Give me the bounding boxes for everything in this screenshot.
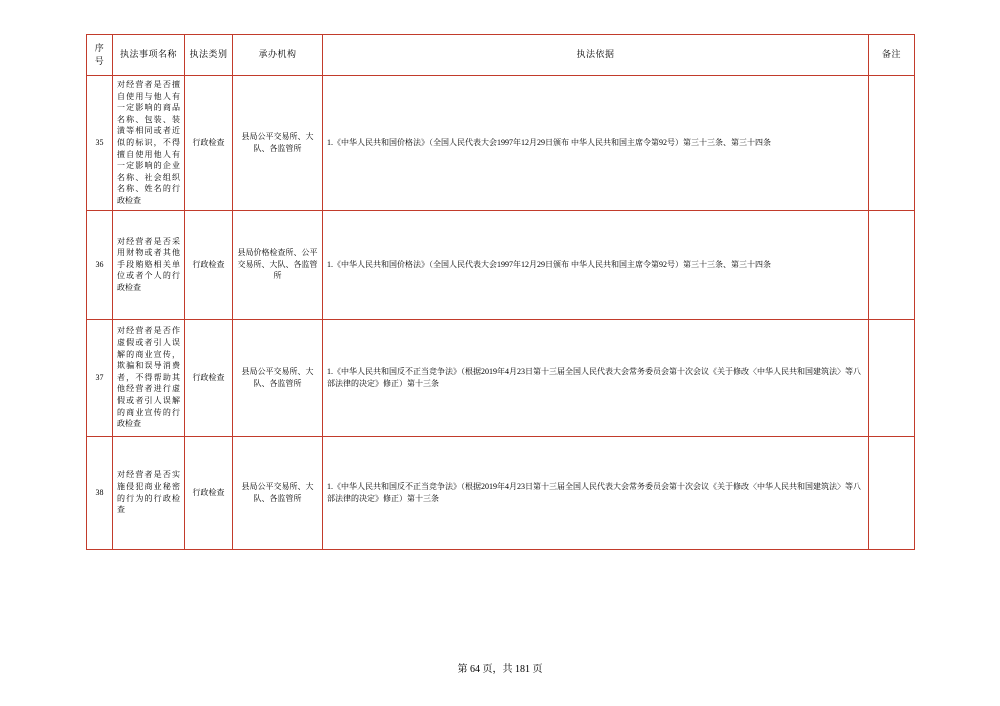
table-row	[87, 76, 915, 211]
column-header-type: 执法类别	[185, 35, 233, 76]
row-item-org: 县局价格检查所、公平交易所、大队、各监管所	[233, 210, 323, 319]
table-header	[87, 35, 915, 76]
table-header-row	[87, 35, 915, 76]
row-no: 38	[87, 436, 113, 549]
row-item-note	[869, 76, 915, 211]
row-item-org: 县局公平交易所、大队、各监管所	[233, 319, 323, 436]
row-item-name: 对经营者是否作虚假或者引人误解的商业宣传，欺骗和误导消费者，不得帮助其他经营者进行虚假或者引人误解的商业宣传的行政检查	[113, 319, 185, 436]
row-no: 36	[87, 210, 113, 319]
row-no: 37	[87, 319, 113, 436]
row-item-basis: 1.《中华人民共和国反不正当竞争法》（根据2019年4月23日第十三届全国人民代表大会常务委员会第十次会议《关于修改〈中华人民共和国建筑法〉等八部法律的决定》修正）第十三条	[323, 319, 869, 436]
row-item-note	[869, 319, 915, 436]
row-item-basis: 1.《中华人民共和国价格法》（全国人民代表大会1997年12月29日颁布 中华人民共和国主席令第92号）第三十三条、第三十四条	[323, 210, 869, 319]
column-header-name: 执法事项名称	[113, 35, 185, 76]
column-header-note: 备注	[869, 35, 915, 76]
row-no: 35	[87, 76, 113, 211]
row-item-org: 县局公平交易所、大队、各监管所	[233, 76, 323, 211]
column-header-basis: 执法依据	[323, 35, 869, 76]
table-row	[87, 210, 915, 319]
table-row	[87, 319, 915, 436]
row-item-type: 行政检查	[185, 436, 233, 549]
page-footer: 第 64 页，共 181 页	[457, 664, 543, 675]
table-row	[87, 436, 915, 549]
row-item-basis: 1.《中华人民共和国价格法》（全国人民代表大会1997年12月29日颁布 中华人民共和国主席令第92号）第三十三条、第三十四条	[323, 76, 869, 211]
column-header-org: 承办机构	[233, 35, 323, 76]
row-item-type: 行政检查	[185, 319, 233, 436]
row-item-org: 县局公平交易所、大队、各监管所	[233, 436, 323, 549]
row-item-note	[869, 436, 915, 549]
row-item-type: 行政检查	[185, 76, 233, 211]
row-item-name: 对经营者是否采用财物或者其他手段贿赂相关单位或者个人的行政检查	[113, 210, 185, 319]
column-header-no: 序号	[87, 35, 113, 76]
row-item-name: 对经营者是否擅自使用与他人有一定影响的商品名称、包装、装潢等相同或者近似的标识，不得擅自使用他人有一定影响的企业名称、社会组织名称、姓名的行政检查	[113, 76, 185, 211]
enforcement-items-table	[86, 34, 915, 550]
row-item-basis: 1.《中华人民共和国反不正当竞争法》（根据2019年4月23日第十三届全国人民代表大会常务委员会第十次会议《关于修改〈中华人民共和国建筑法〉等八部法律的决定》修正）第十三条	[323, 436, 869, 549]
row-item-type: 行政检查	[185, 210, 233, 319]
row-item-name: 对经营者是否实施侵犯商业秘密的行为的行政检查	[113, 436, 185, 549]
row-item-note	[869, 210, 915, 319]
table-body	[87, 76, 915, 550]
